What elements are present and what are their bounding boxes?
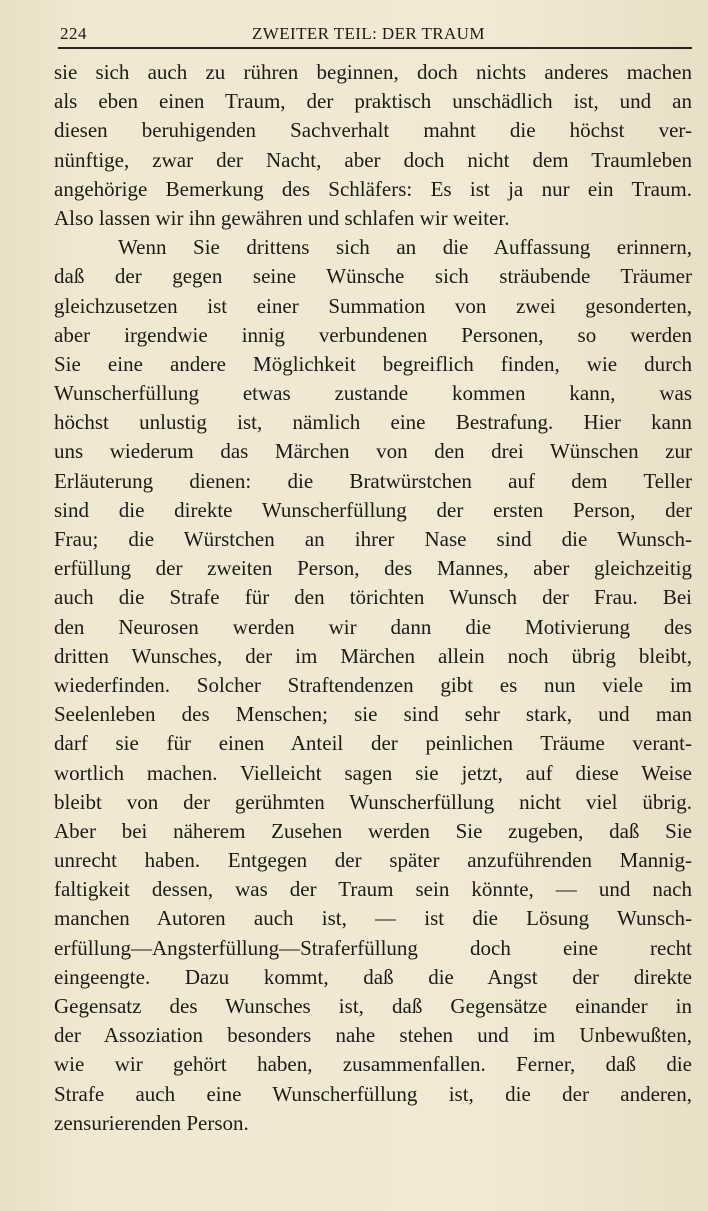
text-line: Aber bei näherem Zusehen werden Sie zugeben, daß Sie <box>54 818 692 843</box>
text-line: wortlich machen. Vielleicht sagen sie jetzt, auf diese Weise <box>54 760 692 785</box>
body-text <box>54 58 692 1138</box>
text-line: Strafe auch eine Wunscherfüllung ist, die der anderen, <box>54 1081 692 1106</box>
text-line: faltigkeit dessen, was der Traum sein könnte, — und nach <box>54 877 692 902</box>
paragraph-first-line: Wenn Sie drittens sich an die Auffassung erinnern, <box>118 235 692 260</box>
text-line: Seelenleben des Menschen; sie sind sehr stark, und man <box>54 702 692 727</box>
text-line: uns wiederum das Märchen von den drei Wünschen zur <box>54 439 692 464</box>
text-line: gleichzusetzen ist einer Summation von zwei gesonderten, <box>54 293 692 318</box>
text-line: höchst unlustig ist, nämlich eine Bestrafung. Hier kann <box>54 410 692 435</box>
text-line: wiederfinden. Solcher Straftendenzen gibt es nun viele im <box>54 672 692 697</box>
header-rule <box>58 47 692 49</box>
text-line: Gegensatz des Wunsches ist, daß Gegensätze einander in <box>54 994 692 1018</box>
page-header <box>60 24 692 46</box>
text-line: den Neurosen werden wir dann die Motivierung des <box>54 614 692 639</box>
text-line: der Assoziation besonders nahe stehen und im Unbewußten, <box>54 1023 692 1048</box>
text-line: eingeengte. Dazu kommt, daß die Angst der direkte <box>54 964 692 989</box>
text-line: bleibt von der gerühmten Wunscherfüllung nicht viel übrig. <box>54 789 692 814</box>
text-line: Wunscherfüllung etwas zustande kommen kann, was <box>54 381 692 406</box>
text-line: wie wir gehört haben, zusammenfallen. Ferner, daß die <box>54 1052 692 1077</box>
text-line: diesen beruhigenden Sachverhalt mahnt die höchst ver- <box>54 118 692 143</box>
text-line: Erläuterung dienen: die Bratwürstchen auf dem Teller <box>54 468 692 493</box>
text-line: Sie eine andere Möglichkeit begreiflich finden, wie durch <box>54 351 692 376</box>
text-line: als eben einen Traum, der praktisch unschädlich ist, und an <box>54 89 692 114</box>
text-line: erfüllung der zweiten Person, des Mannes, aber gleichzeitig <box>54 556 692 581</box>
text-line: darf sie für einen Anteil der peinlichen Träume verant- <box>54 731 692 756</box>
text-line: aber irgendwie innig verbundenen Personen, so werden <box>54 322 692 347</box>
text-line: sind die direkte Wunscherfüllung der ersten Person, der <box>54 497 692 522</box>
running-head: ZWEITER TEIL: DER TRAUM <box>252 24 485 43</box>
text-line: angehörige Bemerkung des Schläfers: Es ist ja nur ein Traum. <box>54 176 692 201</box>
text-line: dritten Wunsches, der im Märchen allein noch übrig bleibt, <box>54 643 692 668</box>
text-line: manchen Autoren auch ist, — ist die Lösung Wunsch- <box>54 906 692 931</box>
text-line: erfüllung—Angsterfüllung—Straferfüllung doch eine recht <box>54 935 692 960</box>
text-line: Frau; die Würstchen an ihrer Nase sind die Wunsch- <box>54 527 692 551</box>
text-line: daß der gegen seine Wünsche sich sträubende Träumer <box>54 264 692 289</box>
text-line: auch die Strafe für den törichten Wunsch der Frau. Bei <box>54 585 692 610</box>
text-line: nünftige, zwar der Nacht, aber doch nicht dem Traumleben <box>54 147 692 172</box>
text-line: unrecht haben. Entgegen der später anzuführenden Mannig- <box>54 848 692 873</box>
text-line: Also lassen wir ihn gewähren und schlafen wir weiter. <box>54 205 510 230</box>
text-line: sie sich auch zu rühren beginnen, doch nichts anderes machen <box>54 60 692 84</box>
paragraph-last-line: zensurierenden Person. <box>54 1110 249 1135</box>
page-number: 224 <box>60 24 87 43</box>
